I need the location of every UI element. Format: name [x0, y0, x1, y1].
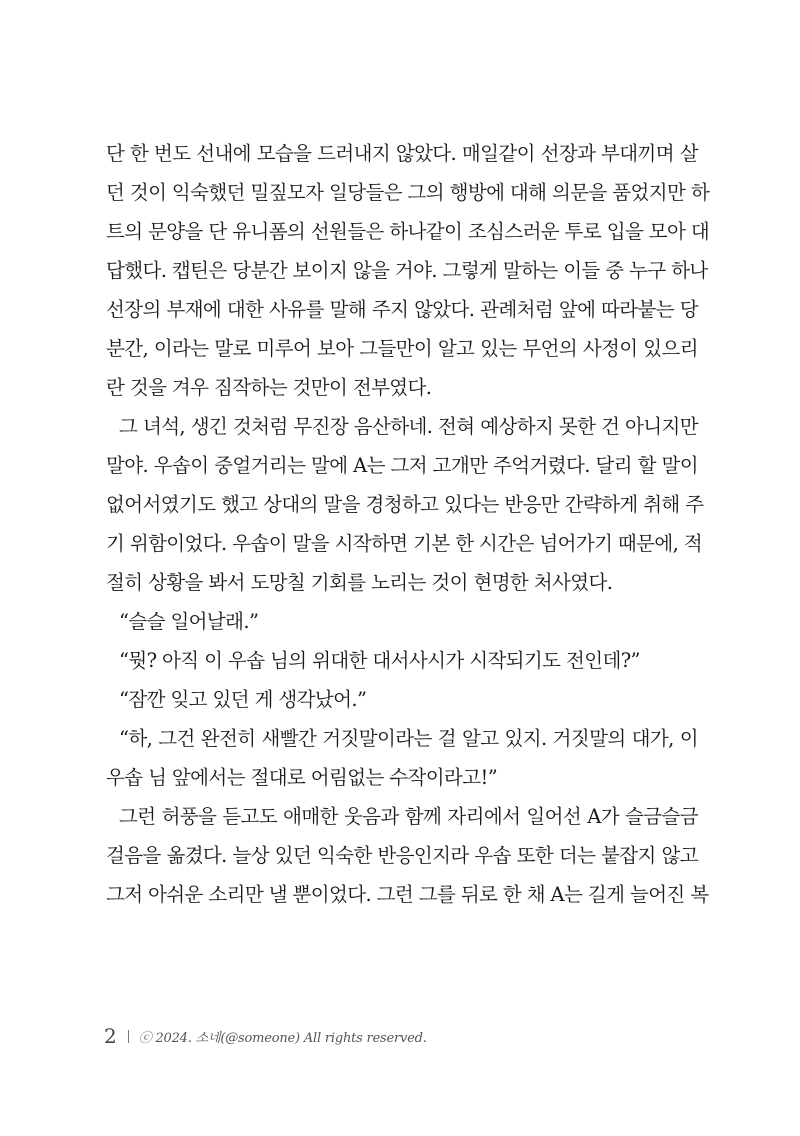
- dialogue-line: “슬슬 일어날래.”: [119, 610, 259, 633]
- dialogue-line: 우솝 님 앞에서는 절대로 어림없는 수작이라고!”: [106, 766, 498, 789]
- text-line: 걸음을 옮겼다. 늘상 있던 익숙한 반응인지라 우솝 또한 더는 붙잡지 않고: [106, 844, 698, 867]
- text-line: 란 것을 겨우 짐작하는 것만이 전부였다.: [106, 376, 432, 399]
- dialogue-line: “뭣? 아직 이 우솝 님의 위대한 대서사시가 시작되기도 전인데?”: [119, 649, 640, 672]
- text-line: 절히 상황을 봐서 도망칠 기회를 노리는 것이 현명한 처사였다.: [106, 571, 613, 594]
- page-body: [106, 134, 710, 914]
- dialogue-line: “하, 그건 완전히 새빨간 거짓말이라는 걸 알고 있지. 거짓말의 대가, 이: [119, 727, 698, 750]
- text-line: 그런 허풍을 듣고도 애매한 웃음과 함께 자리에서 일어선 A가 슬금슬금: [119, 805, 698, 828]
- page-footer: [104, 1022, 427, 1050]
- text-line: 단 한 번도 선내에 모습을 드러내지 않았다. 매일같이 선장과 부대끼며 살: [106, 142, 698, 165]
- page-number: 2: [104, 1024, 117, 1048]
- copyright-notice: ⓒ 2024. 소네(@someone) All rights reserved.: [138, 1030, 427, 1046]
- text-line: 선장의 부재에 대한 사유를 말해 주지 않았다. 관례처럼 앞에 따라붙는 당: [106, 298, 698, 321]
- footer-divider: [128, 1030, 129, 1043]
- text-line: 던 것이 익숙했던 밀짚모자 일당들은 그의 행방에 대해 의문을 품었지만 하: [106, 181, 710, 204]
- dialogue-line: “잠깐 잊고 있던 게 생각났어.”: [119, 688, 367, 711]
- text-line: 답했다. 캡틴은 당분간 보이지 않을 거야. 그렇게 말하는 이들 중 누구 하나: [106, 259, 708, 282]
- text-line: 분간, 이라는 말로 미루어 보아 그들만이 알고 있는 무언의 사정이 있으리: [106, 337, 698, 360]
- text-line: 없어서였기도 했고 상대의 말을 경청하고 있다는 반응만 간략하게 취해 주: [106, 493, 704, 516]
- text-line: 기 위함이었다. 우솝이 말을 시작하면 기본 한 시간은 넘어가기 때문에, 적: [106, 532, 703, 555]
- text-line: 트의 문양을 단 유니폼의 선원들은 하나같이 조심스러운 투로 입을 모아 대: [106, 220, 710, 243]
- text-line: 그 녀석, 생긴 것처럼 무진장 음산하네. 전혀 예상하지 못한 건 아니지만: [119, 415, 698, 438]
- text-line: 말야. 우솝이 중얼거리는 말에 A는 그저 고개만 주억거렸다. 달리 할 말이: [106, 454, 698, 477]
- text-line: 그저 아쉬운 소리만 낼 뿐이었다. 그런 그를 뒤로 한 채 A는 길게 늘어진 복: [106, 883, 709, 906]
